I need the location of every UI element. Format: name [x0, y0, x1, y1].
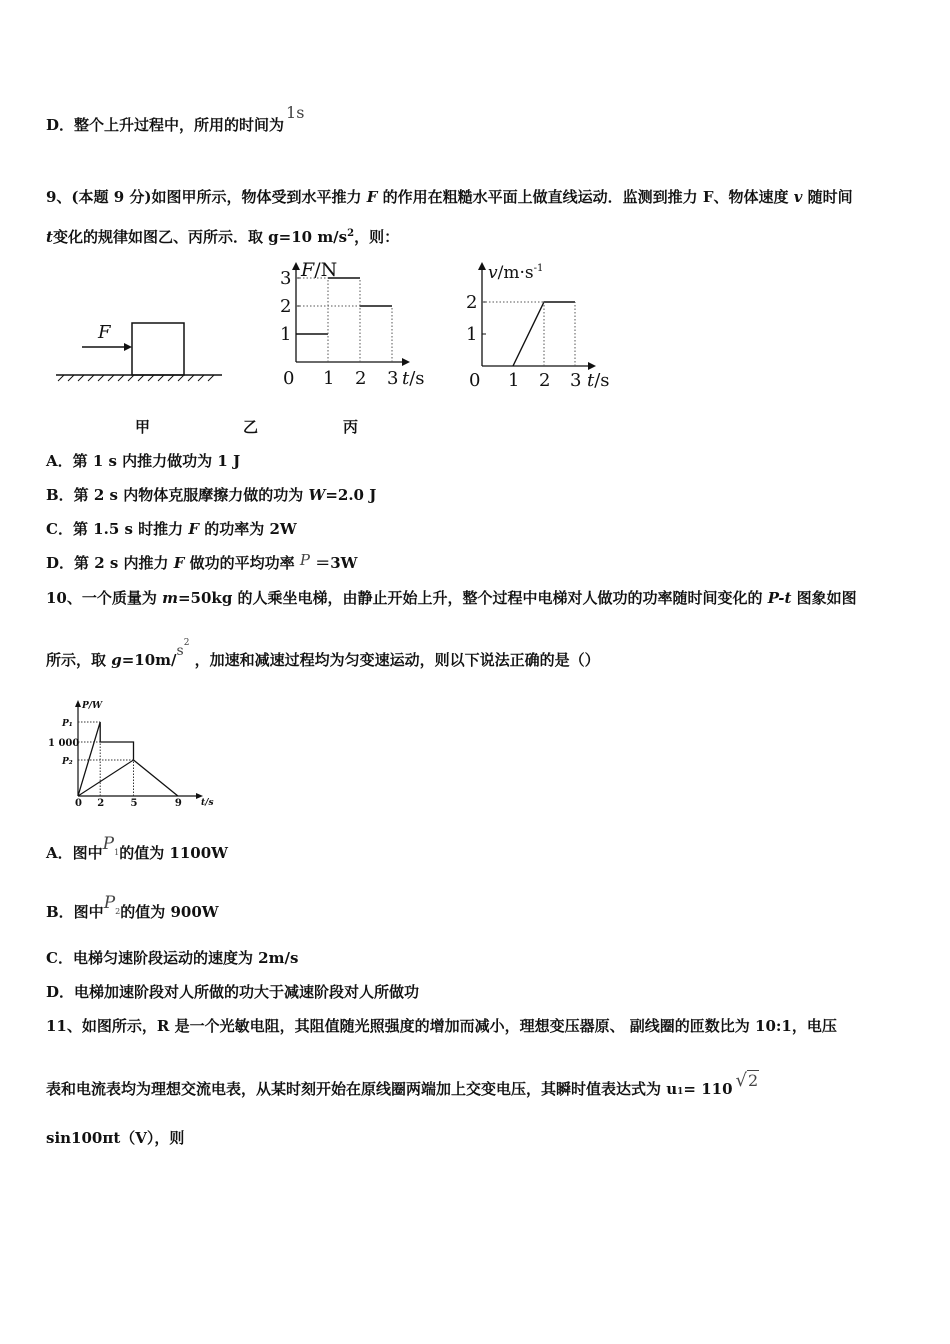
power-line: [78, 722, 178, 796]
reference-line: [78, 760, 134, 796]
y-axis-arrow: [478, 262, 486, 270]
sqrt-expression: √2: [735, 1070, 759, 1091]
x-tick-label: 1: [508, 370, 520, 391]
x-tick-label: 2: [539, 370, 551, 391]
y-axis-arrow: [75, 700, 81, 707]
x-tick-label: 3: [387, 368, 399, 389]
q9-option-b: B．第 2 s 内物体克服摩擦力做的功为 W=2.0 J: [46, 486, 377, 504]
x-axis-label: t/s: [402, 368, 425, 389]
y-tick-label: P₂: [62, 757, 73, 767]
q11-stem-line1: 11、如图所示，R 是一个光敏电阻，其阻值随光照强度的增加而减小，理想变压器原、 副线圈的匝数比为 10:1，电压: [46, 1017, 837, 1035]
y-tick-label: 1 000: [48, 738, 80, 749]
q10-stem-line2: 所示，取 g=10m/s2 ，加速和减速过程均为匀变速运动，则以下说法正确的是（）: [46, 638, 600, 669]
q9-option-c: C．第 1.5 s 时推力 F 的功率为 2W: [46, 520, 297, 538]
y-axis-label: F/N: [301, 259, 338, 281]
q10-stem-line1: 10、一个质量为 m=50kg 的人乘坐电梯，由静止开始上升，整个过程中电梯对人做功的功率随时间变化的 P-t 图象如图: [46, 589, 857, 607]
y-axis-label: $v/m\cdot s^{-1}$: [488, 263, 544, 283]
q11-stem-line2: 表和电流表均为理想交流电表，从某时刻开始在原线圈两端加上交变电压，其瞬时值表达式为 u1= 110 √2: [46, 1070, 759, 1098]
caption-yi: 乙: [243, 418, 259, 436]
block: [132, 323, 184, 375]
q8-option-d: D．整个上升过程中，所用的时间为1s: [46, 103, 305, 134]
x-axis-label: t/s: [587, 370, 610, 391]
x-axis-arrow: [588, 362, 596, 370]
x-tick-label: 5: [130, 798, 138, 809]
q10-option-a: A．图中P1的值为 1100W: [46, 834, 229, 862]
q10-option-d: D．电梯加速阶段对人所做的功大于减速阶段对人所做功: [46, 983, 420, 1001]
x-axis-label: t/s: [201, 798, 214, 808]
y-tick-label: P₁: [62, 719, 73, 729]
x-tick-label: 1: [323, 368, 335, 389]
x-tick-label: 0: [75, 798, 82, 809]
q8-time-value: 1s: [286, 103, 305, 122]
x-tick-label: 3: [570, 370, 582, 391]
caption-jia: 甲: [135, 418, 151, 436]
q10-option-c: C．电梯匀速阶段运动的速度为 2m/s: [46, 949, 299, 967]
q10-option-b: B．图中P2的值为 900W: [46, 893, 219, 921]
x-axis-arrow: [402, 358, 410, 366]
q9-stem-line2: t变化的规律如图乙、丙所示．取 g=10 $m/s^2$，则：: [46, 228, 400, 246]
x-tick-label: 0: [469, 370, 481, 391]
q11-stem-line3: sin100πt（V），则: [46, 1129, 185, 1147]
force-label: F: [98, 322, 111, 343]
y-tick-label: 1: [280, 324, 292, 345]
caption-bing: 丙: [343, 418, 359, 436]
y-axis-label: P/W: [82, 701, 103, 711]
chart-power-time: [48, 697, 223, 812]
y-tick-label: 2: [280, 296, 292, 317]
y-tick-label: 2: [466, 292, 478, 313]
y-tick-label: 3: [280, 268, 292, 289]
x-tick-label: 2: [97, 798, 105, 809]
chart-bing-velocity-time: [462, 256, 632, 396]
chart-yi-force-time: [276, 256, 436, 396]
x-tick-label: 9: [174, 798, 182, 809]
q9-option-a: A．第 1 s 内推力做功为 1 J: [46, 452, 241, 470]
y-tick-label: 1: [466, 324, 478, 345]
y-axis-arrow: [292, 262, 300, 270]
x-tick-label: 0: [283, 368, 295, 389]
figure-jia: [50, 318, 230, 378]
x-tick-label: 2: [355, 368, 367, 389]
q9-option-d: D．第 2 s 内推力 F 做功的平均功率 P ＝3W: [46, 551, 358, 572]
q9-stem-line1: 9、(本题 9 分)如图甲所示，物体受到水平推力 F 的作用在粗糙水平面上做直线运动．监测到推力 F、物体速度 v 随时间: [46, 188, 853, 206]
